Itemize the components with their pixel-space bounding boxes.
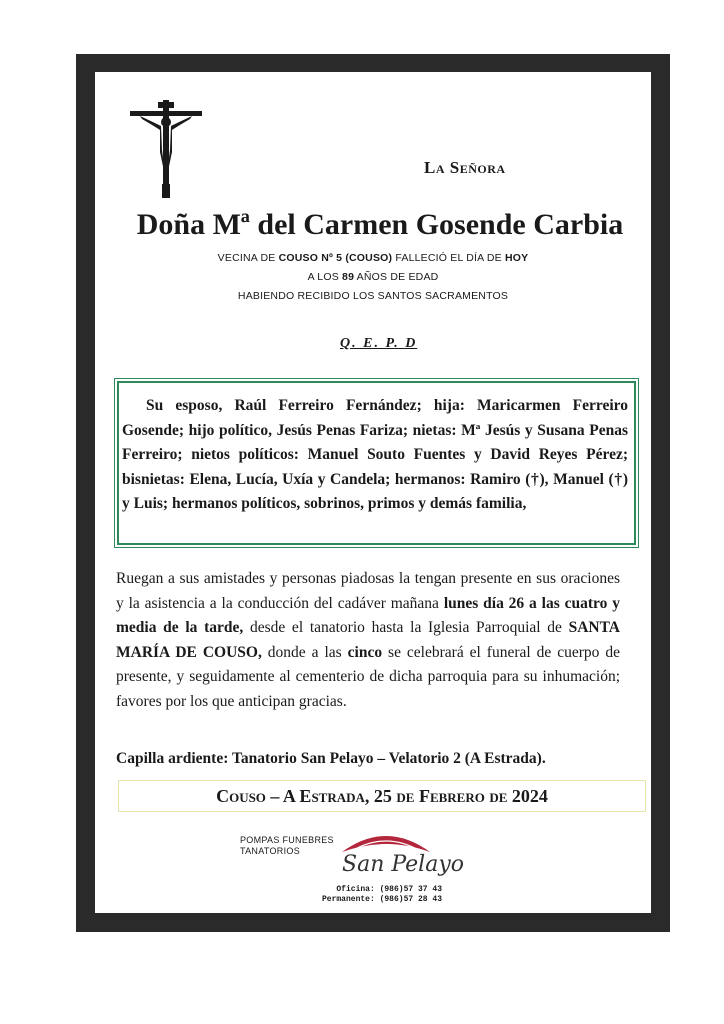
permanent-phone: Permanente: (986)57 28 43 xyxy=(321,895,442,904)
info-line-2: A LOS 89 AÑOS DE EDAD xyxy=(307,271,439,283)
info-line-1: VECINA DE COUSO Nº 5 (COUSO) FALLECIÓ EL DÍA DE HOY xyxy=(217,252,529,264)
deceased-name: Doña Mª del Carmen Gosende Carbia xyxy=(136,208,624,241)
phone-numbers xyxy=(292,885,442,905)
title-prefix: La Señora xyxy=(424,158,506,177)
funeral-home-label xyxy=(240,835,334,857)
office-phone: Oficina: (986)57 37 43 xyxy=(336,885,442,894)
pompas-line-1: POMPAS FUNEBRES xyxy=(240,835,334,845)
ceremony-text: Ruegan a sus amistades y personas piadosas la tengan presente en sus oraciones y la asistencia a la conducción del cadáver mañana lunes día 26 a las cuatro y media de la tarde, desde el tanatorio hasta la Iglesia Parroquial de SANTA MARÍA DE COUSO, donde a las cinco se celebrará el funeral de cuerpo de presente, y seguidamente al cementerio de dicha parroquia para su inhumación; favores por los que anticipan gracias. xyxy=(116,570,620,710)
chapel-line: Capilla ardiente: Tanatorio San Pelayo – Velatorio 2 (A Estrada). xyxy=(116,750,546,767)
pompas-line-2: TANATORIOS xyxy=(240,846,301,856)
qepd-label: Q. E. P. D xyxy=(340,336,418,351)
family-text: Su esposo, Raúl Ferreiro Fernández; hija: Maricarmen Ferreiro Gosende; hijo político, Jesús Penas Fariza; nietas: Mª Jesús y Susana Penas Ferreiro; nietos políticos: Manuel Souto Fuentes y David Reyes Pérez; bisnietas: Elena, Lucía, Uxía y Candela; hermanos: Ramiro (†), Manuel (†) y Luis; hermanos políticos, sobrinos, primos y demás familia, xyxy=(122,397,628,512)
crucifix-icon xyxy=(128,100,204,198)
place-date-line: Couso – A Estrada, 25 de Febrero de 2024 xyxy=(118,780,646,812)
info-line-3: HABIENDO RECIBIDO LOS SANTOS SACRAMENTOS xyxy=(237,290,509,302)
logo-text: San Pelayo xyxy=(342,852,465,877)
